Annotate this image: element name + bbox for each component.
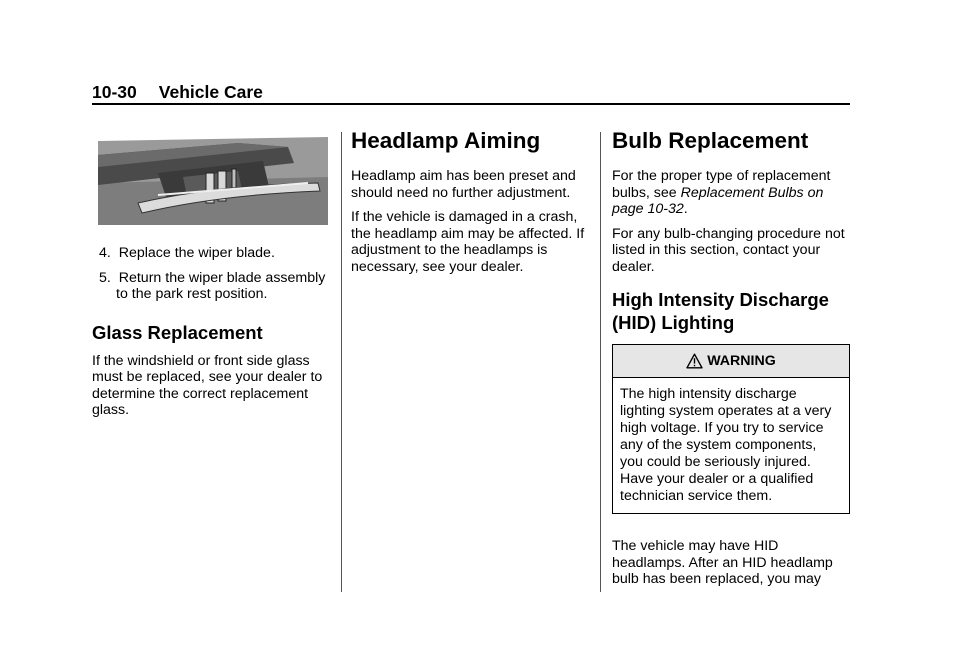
warning-title: WARNING — [707, 353, 776, 369]
section-title: Vehicle Care — [158, 82, 263, 102]
list-item — [92, 245, 332, 262]
hid-heading-line-2: (HID) Lighting — [612, 312, 735, 333]
column-1 — [92, 128, 332, 419]
step-number: 4. — [99, 245, 111, 261]
warning-triangle-icon — [686, 353, 703, 369]
page-number: 10-30 — [92, 82, 137, 102]
column-divider — [600, 132, 601, 592]
warning-text: The high intensity discharge lighting system operates at a very high voltage. If you try to service any of the system components, you could be seriously injured. Have your dealer or a qualified technician service them. — [620, 386, 832, 504]
step-list — [92, 245, 332, 303]
bulb-replacement-para-1: For the proper type of replacement bulbs, see Replacement Bulbs on page 10-32. — [612, 168, 831, 217]
glass-replacement-heading: Glass Replacement — [92, 321, 263, 343]
glass-replacement-text: If the windshield or front side glass must be replaced, see your dealer to determine the correct replacement glass. — [92, 352, 323, 418]
wiper-blade-figure — [98, 133, 328, 225]
column-2 — [351, 128, 591, 275]
warning-box — [612, 344, 850, 514]
list-item — [92, 270, 332, 303]
bulb-replacement-heading: Bulb Replacement — [612, 128, 809, 153]
hid-para: The vehicle may have HID headlamps. After an HID headlamp bulb has been replaced, you may — [612, 538, 833, 587]
step-text: Replace the wiper blade. — [118, 245, 275, 261]
warning-title-bar — [613, 345, 849, 378]
warning-body — [613, 378, 849, 513]
hid-heading — [612, 289, 852, 334]
headlamp-aiming-para-2: If the vehicle is damaged in a crash, the headlamp aim may be affected. If adjustment to the headlamps is necessary, see your dealer. — [351, 209, 585, 275]
column-divider — [341, 132, 342, 592]
header-rule — [92, 103, 850, 105]
bulb-replacement-para-2: For any bulb-changing procedure not listed in this section, contact your dealer. — [612, 225, 845, 275]
cross-reference-link[interactable]: Replacement Bulbs on page 10-32 — [612, 184, 824, 217]
step-number: 5. — [99, 269, 111, 286]
headlamp-aiming-para-1: Headlamp aim has been preset and should need no further adjustment. — [351, 168, 576, 201]
step-text: Return the wiper blade assembly to the park rest position. — [116, 269, 326, 302]
page-header — [92, 82, 263, 103]
column-3 — [612, 128, 852, 588]
hid-heading-line-1: High Intensity Discharge — [612, 289, 829, 310]
headlamp-aiming-heading: Headlamp Aiming — [351, 128, 541, 153]
